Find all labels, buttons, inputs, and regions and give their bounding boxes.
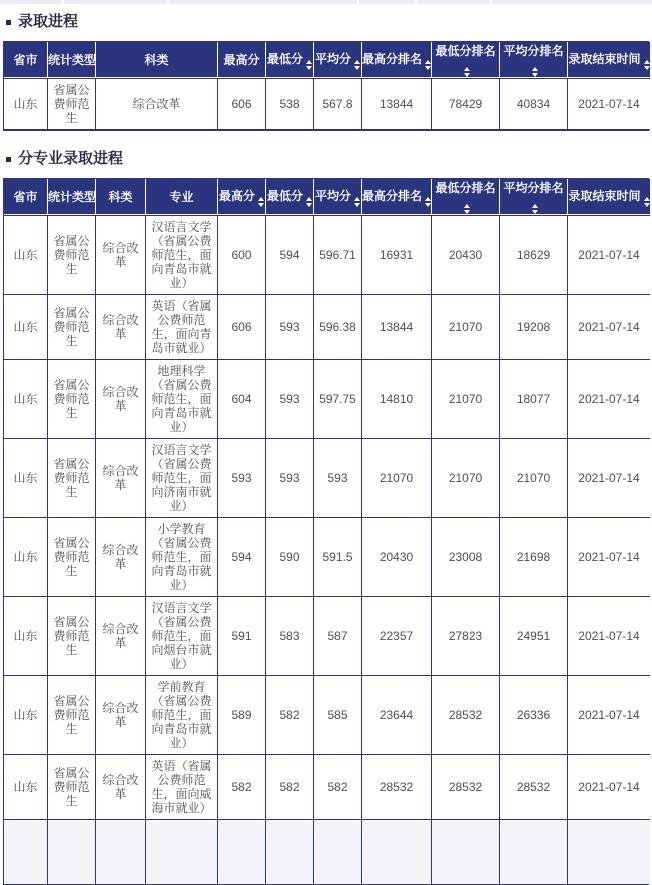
cell-min-score-rank: 78429 [432, 78, 500, 130]
cell-stat-type: 省属公费师范生 [48, 78, 96, 130]
cell-min-score: 590 [266, 518, 314, 597]
sort-arrows-icon[interactable] [425, 197, 431, 207]
table-row [4, 518, 650, 597]
section-title-text: 录取进程 [18, 13, 79, 30]
cell-end-time: 2021-07-14 [568, 215, 650, 295]
header-row [4, 42, 650, 78]
column-header-max-score-rank[interactable] [362, 179, 432, 215]
table-edge-separator [490, 0, 492, 4]
cell-end-time: 2021-07-14 [568, 439, 650, 518]
column-header-min-score[interactable] [266, 42, 314, 78]
cell-max-score-rank: 28532 [362, 755, 432, 820]
cell-end-time: 2021-07-14 [568, 676, 650, 755]
section-major-admission-progress [0, 150, 652, 885]
major-admission-progress-table [4, 179, 650, 884]
table-edge-separator [415, 0, 417, 4]
table-row [4, 295, 650, 360]
cell-major: 学前教育（省属公费师范生，面向青岛市就业） [146, 676, 218, 755]
table-header [4, 42, 650, 78]
sort-arrows-icon[interactable] [464, 204, 470, 214]
cell-subject-category: 综合改革 [96, 215, 146, 295]
cell-stat-type: 省属公费师范生 [48, 360, 96, 439]
cell-end-time: 2021-07-14 [568, 78, 650, 130]
cell-stat-type: 省属公费师范生 [48, 215, 96, 295]
empty-cell [218, 820, 266, 884]
cell-avg-score: 587 [314, 597, 362, 676]
cell-avg-score-rank: 21698 [500, 518, 568, 597]
cell-subject-category: 综合改革 [96, 78, 218, 130]
column-header-major [146, 179, 218, 215]
table-edge-separator [167, 0, 169, 4]
cell-end-time: 2021-07-14 [568, 755, 650, 820]
cell-subject-category: 综合改革 [96, 597, 146, 676]
cell-major: 小学教育（省属公费师范生，面向青岛市就业） [146, 518, 218, 597]
empty-cell [96, 820, 146, 884]
cell-max-score: 600 [218, 215, 266, 295]
cell-avg-score: 585 [314, 676, 362, 755]
cell-max-score-rank: 13844 [362, 295, 432, 360]
cell-min-score: 593 [266, 439, 314, 518]
cell-major: 汉语言文学（省属公费师范生，面向青岛市就业） [146, 215, 218, 295]
cell-min-score: 582 [266, 676, 314, 755]
cell-max-score-rank: 23644 [362, 676, 432, 755]
cell-major: 英语（省属公费师范生，面向威海市就业） [146, 755, 218, 820]
table-row [4, 215, 650, 295]
cell-major: 英语（省属公费师范生，面向青岛市就业） [146, 295, 218, 360]
cell-province: 山东 [4, 215, 48, 295]
column-header-subject-category [96, 42, 218, 78]
table-edge-separator [62, 0, 64, 4]
previous-table-bottom-edge [0, 0, 652, 4]
column-header-avg-score[interactable] [314, 42, 362, 78]
column-header-min-score-rank[interactable] [432, 42, 500, 78]
admission-progress-table [4, 42, 650, 130]
cell-max-score: 593 [218, 439, 266, 518]
cell-end-time: 2021-07-14 [568, 360, 650, 439]
column-label: 省市 [13, 53, 38, 67]
square-bullet-icon [6, 157, 11, 162]
admission-progress-table-wrap [3, 41, 649, 131]
section-title-admission-progress [6, 13, 652, 31]
cell-max-score-rank: 20430 [362, 518, 432, 597]
cell-avg-score-rank: 28532 [500, 755, 568, 820]
cell-max-score: 604 [218, 360, 266, 439]
column-label: 平均分 [314, 188, 351, 203]
empty-cell [4, 820, 48, 884]
empty-cell [568, 820, 650, 884]
cell-max-score-rank: 21070 [362, 439, 432, 518]
empty-cell [266, 820, 314, 884]
column-header-end-time[interactable] [568, 42, 650, 78]
cell-min-score-rank: 20430 [432, 215, 500, 295]
cell-max-score: 582 [218, 755, 266, 820]
cell-max-score: 594 [218, 518, 266, 597]
empty-cell [432, 820, 500, 884]
cell-min-score-rank: 27823 [432, 597, 500, 676]
empty-cell [362, 820, 432, 884]
sort-arrows-icon[interactable] [644, 60, 650, 70]
cell-subject-category: 综合改革 [96, 676, 146, 755]
cell-avg-score-rank: 19208 [500, 295, 568, 360]
cell-major: 地理科学（省属公费师范生，面向青岛市就业） [146, 360, 218, 439]
column-header-avg-score-rank[interactable] [500, 42, 568, 78]
cell-min-score: 593 [266, 295, 314, 360]
cell-avg-score: 596.38 [314, 295, 362, 360]
column-header-max-score-rank[interactable] [362, 42, 432, 78]
section-title-major-admission-progress [6, 150, 652, 168]
cell-avg-score-rank: 18629 [500, 215, 568, 295]
cell-min-score: 583 [266, 597, 314, 676]
cell-province: 山东 [4, 518, 48, 597]
cell-max-score-rank: 16931 [362, 215, 432, 295]
column-header-province [4, 42, 48, 78]
table-row [4, 360, 650, 439]
cell-avg-score: 596.71 [314, 215, 362, 295]
cell-max-score: 606 [218, 78, 266, 130]
column-label: 录取结束时间 [568, 51, 641, 66]
cell-subject-category: 综合改革 [96, 755, 146, 820]
table-body [4, 215, 650, 884]
cell-stat-type: 省属公费师范生 [48, 295, 96, 360]
column-label: 专业 [169, 190, 194, 204]
cell-min-score-rank: 28532 [432, 676, 500, 755]
clipped-next-row [4, 820, 650, 884]
sort-arrows-icon[interactable] [258, 197, 264, 207]
column-header-province [4, 179, 48, 215]
cell-max-score-rank: 13844 [362, 78, 432, 130]
section-admission-progress [0, 13, 652, 131]
sort-arrows-icon[interactable] [354, 197, 360, 207]
column-header-stat-type [48, 42, 96, 78]
column-label: 最高分 [223, 53, 260, 67]
cell-province: 山东 [4, 78, 48, 130]
column-label: 科类 [108, 190, 133, 204]
cell-stat-type: 省属公费师范生 [48, 439, 96, 518]
cell-max-score-rank: 14810 [362, 360, 432, 439]
column-label: 平均分排名 [503, 181, 564, 195]
cell-province: 山东 [4, 295, 48, 360]
cell-max-score: 606 [218, 295, 266, 360]
header-row [4, 179, 650, 215]
section-title-text: 分专业录取进程 [18, 150, 124, 167]
column-header-avg-score-rank[interactable] [500, 179, 568, 215]
column-label: 录取结束时间 [568, 188, 641, 203]
cell-stat-type: 省属公费师范生 [48, 597, 96, 676]
cell-subject-category: 综合改革 [96, 518, 146, 597]
table-edge-separator [357, 0, 359, 4]
cell-stat-type: 省属公费师范生 [48, 755, 96, 820]
sort-arrows-icon[interactable] [306, 197, 312, 207]
sort-arrows-icon[interactable] [644, 197, 650, 207]
cell-avg-score: 597.75 [314, 360, 362, 439]
column-label: 统计类型 [48, 53, 97, 67]
table-row [4, 439, 650, 518]
cell-avg-score-rank: 40834 [500, 78, 568, 130]
column-header-subject-category [96, 179, 146, 215]
cell-avg-score-rank: 21070 [500, 439, 568, 518]
sort-arrows-icon[interactable] [306, 60, 312, 70]
square-bullet-icon [6, 20, 11, 25]
empty-cell [146, 820, 218, 884]
sort-arrows-icon[interactable] [464, 67, 470, 77]
column-label: 最低分 [266, 51, 303, 66]
sort-arrows-icon[interactable] [425, 60, 431, 70]
cell-min-score-rank: 28532 [432, 755, 500, 820]
cell-avg-score: 567.8 [314, 78, 362, 130]
table-body [4, 78, 650, 130]
cell-avg-score-rank: 18077 [500, 360, 568, 439]
cell-max-score: 591 [218, 597, 266, 676]
cell-major: 汉语言文学（省属公费师范生，面向烟台市就业） [146, 597, 218, 676]
column-label: 最低分排名 [435, 44, 496, 58]
empty-cell [500, 820, 568, 884]
cell-min-score-rank: 21070 [432, 439, 500, 518]
column-label: 省市 [13, 190, 38, 204]
cell-province: 山东 [4, 439, 48, 518]
cell-avg-score: 593 [314, 439, 362, 518]
cell-max-score: 589 [218, 676, 266, 755]
cell-min-score: 538 [266, 78, 314, 130]
column-label: 最低分 [266, 188, 303, 203]
cell-stat-type: 省属公费师范生 [48, 518, 96, 597]
cell-min-score-rank: 21070 [432, 360, 500, 439]
column-header-max-score [218, 42, 266, 78]
cell-end-time: 2021-07-14 [568, 597, 650, 676]
cell-avg-score-rank: 26336 [500, 676, 568, 755]
sort-arrows-icon[interactable] [532, 67, 538, 77]
column-header-stat-type [48, 179, 96, 215]
column-label: 最高分 [218, 188, 255, 203]
cell-min-score: 594 [266, 215, 314, 295]
cell-subject-category: 综合改革 [96, 360, 146, 439]
column-label: 科类 [144, 53, 169, 67]
column-label: 统计类型 [48, 190, 97, 204]
empty-cell [48, 820, 96, 884]
cell-avg-score-rank: 24951 [500, 597, 568, 676]
table-header [4, 179, 650, 215]
column-label: 最高分排名 [362, 51, 423, 66]
cell-stat-type: 省属公费师范生 [48, 676, 96, 755]
cell-province: 山东 [4, 755, 48, 820]
column-header-min-score[interactable] [266, 179, 314, 215]
table-row [4, 78, 650, 130]
column-header-avg-score[interactable] [314, 179, 362, 215]
table-row [4, 676, 650, 755]
cell-major: 汉语言文学（省属公费师范生，面向济南市就业） [146, 439, 218, 518]
major-admission-progress-table-wrap [3, 178, 649, 885]
cell-avg-score: 591.5 [314, 518, 362, 597]
table-row [4, 755, 650, 820]
cell-end-time: 2021-07-14 [568, 518, 650, 597]
empty-cell [314, 820, 362, 884]
cell-min-score: 593 [266, 360, 314, 439]
cell-min-score: 582 [266, 755, 314, 820]
column-label: 平均分 [314, 51, 351, 66]
cell-min-score-rank: 23008 [432, 518, 500, 597]
cell-avg-score: 582 [314, 755, 362, 820]
table-row [4, 597, 650, 676]
sort-arrows-icon[interactable] [354, 60, 360, 70]
cell-subject-category: 综合改革 [96, 439, 146, 518]
cell-subject-category: 综合改革 [96, 295, 146, 360]
cell-province: 山东 [4, 360, 48, 439]
column-header-min-score-rank[interactable] [432, 179, 500, 215]
cell-max-score-rank: 22357 [362, 597, 432, 676]
cell-province: 山东 [4, 676, 48, 755]
column-label: 最低分排名 [435, 181, 496, 195]
column-label: 平均分排名 [503, 44, 564, 58]
sort-arrows-icon[interactable] [532, 204, 538, 214]
column-label: 最高分排名 [362, 188, 423, 203]
cell-min-score-rank: 21070 [432, 295, 500, 360]
column-header-end-time[interactable] [568, 179, 650, 215]
column-header-max-score[interactable] [218, 179, 266, 215]
cell-end-time: 2021-07-14 [568, 295, 650, 360]
cell-province: 山东 [4, 597, 48, 676]
